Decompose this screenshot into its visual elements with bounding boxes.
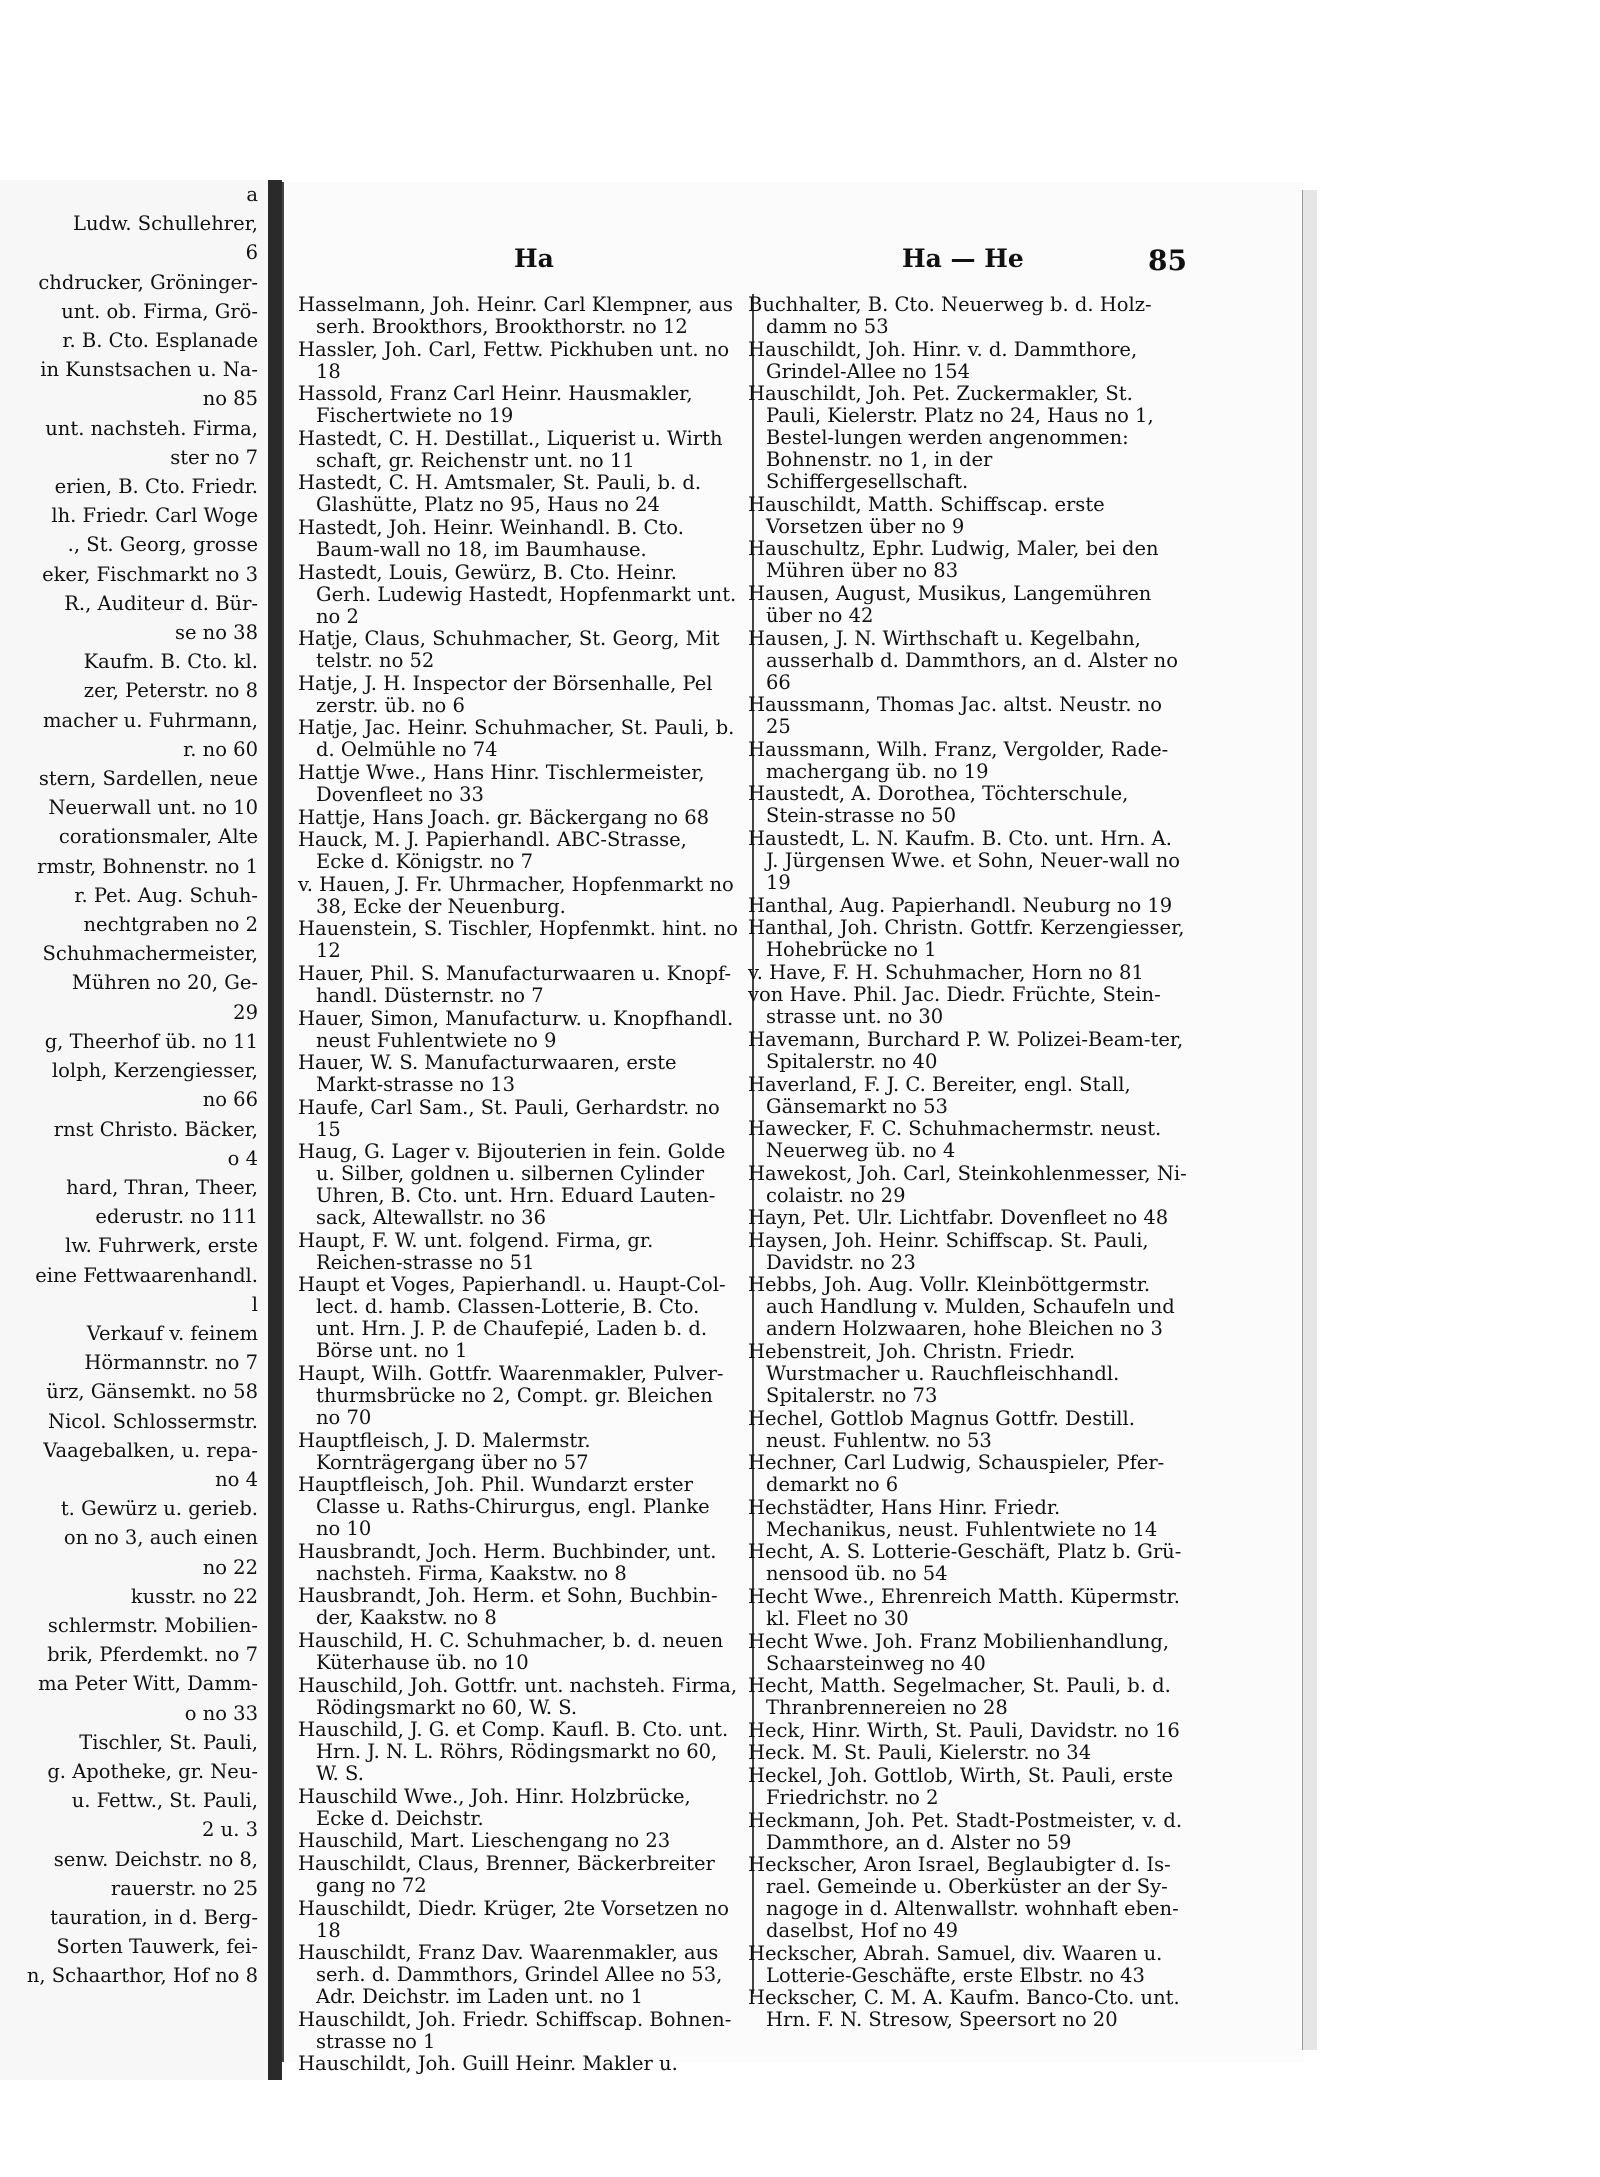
directory-entry: Hatje, Claus, Schuhmacher, St. Georg, Mit telstr. no 52: [298, 627, 720, 673]
left-page-line: rnst Christo. Bäcker,: [53, 1117, 258, 1141]
directory-entry: Hebbs, Joh. Aug. Vollr. Kleinböttgermstr. auch Handlung v. Mulden, Schaufeln und andern Holzwaaren, hohe Bleichen no 3: [748, 1273, 1175, 1341]
directory-entry: Hatje, Jac. Heinr. Schuhmacher, St. Pauli, b. d. Oelmühle no 74: [298, 716, 735, 762]
directory-entry: Hauptfleisch, Joh. Phil. Wundarzt erster Classe u. Raths-Chirurgus, engl. Planke no 10: [298, 1473, 710, 1541]
left-page-line: lolph, Kerzengiesser,: [51, 1059, 258, 1083]
left-page-line: n, Schaarthor, Hof no 8: [26, 1964, 258, 1988]
left-page-line: Vaagebalken, u. repa-: [43, 1438, 258, 1462]
left-page-line: g, Theerhof üb. no 11: [44, 1029, 258, 1053]
left-page-line: unt. nachsteh. Firma,: [45, 416, 258, 440]
left-page-line: ederustr. no 111: [95, 1205, 258, 1229]
left-page-line: Kaufm. B. Cto. kl.: [83, 650, 258, 674]
left-page-line: a: [246, 183, 258, 206]
left-page-line: no 4: [215, 1467, 258, 1491]
left-page-line: Mühren no 20, Ge-: [71, 971, 258, 995]
left-page-line: tauration, in d. Berg-: [50, 1905, 258, 1929]
left-page-line: senw. Deichstr. no 8,: [53, 1847, 258, 1871]
directory-entry: Hanthal, Joh. Christn. Gottfr. Kerzengiesser, Hohebrücke no 1: [748, 916, 1185, 962]
left-page-line: no 85: [202, 387, 258, 411]
directory-entry: Heckscher, C. M. A. Kaufm. Banco-Cto. unt. Hrn. F. N. Stresow, Speersort no 20: [748, 1986, 1180, 2032]
directory-entry: Hauschild, Mart. Lieschengang no 23: [298, 1829, 671, 1853]
left-page-line: R., Auditeur d. Bür-: [64, 591, 258, 615]
left-page-line: unt. ob. Firma, Grö-: [61, 299, 258, 323]
directory-entry: Hauschild, Joh. Gottfr. unt. nachsteh. Firma, Rödingsmarkt no 60, W. S.: [298, 1673, 738, 1719]
directory-entry: Hawekost, Joh. Carl, Steinkohlenmesser, Ni-colaistr. no 29: [748, 1161, 1187, 1207]
directory-entry: Hechner, Carl Ludwig, Schauspieler, Pfer-demarkt no 6: [748, 1451, 1165, 1497]
left-page-line: stern, Sardellen, neue: [38, 767, 258, 791]
directory-entry: Hassold, Franz Carl Heinr. Hausmakler, Fischertwiete no 19: [298, 382, 693, 428]
left-page-line: no 22: [202, 1555, 258, 1579]
directory-entry: Hecht Wwe. Joh. Franz Mobilienhandlung, Schaarsteinweg no 40: [748, 1629, 1170, 1675]
directory-entry: Hanthal, Aug. Papierhandl. Neuburg no 19: [748, 893, 1173, 917]
running-head-right: Ha — He: [902, 244, 1024, 273]
left-page-line: zer, Peterstr. no 8: [83, 679, 258, 703]
directory-entry: Hassler, Joh. Carl, Fettw. Pickhuben unt. no 18: [298, 337, 730, 383]
left-page-line: r. no 60: [183, 737, 258, 761]
directory-entry: Haverland, F. J. C. Bereiter, engl. Stall, Gänsemarkt no 53: [748, 1072, 1131, 1118]
directory-entry: Hauck, M. J. Papierhandl. ABC-Strasse, Ecke d. Königstr. no 7: [298, 828, 687, 874]
page-number: 85: [1148, 244, 1187, 277]
directory-entry: v. Have, F. H. Schuhmacher, Horn no 81: [748, 960, 1144, 984]
directory-entry: Haupt, F. W. unt. folgend. Firma, gr. Reichen-strasse no 51: [298, 1228, 654, 1274]
directory-entry: Haupt et Voges, Papierhandl. u. Haupt-Col-lect. d. hamb. Classen-Lotterie, B. Cto. unt. Hrn. J. P. de Chaufepié, Laden b. d. Börse unt. no 1: [298, 1273, 726, 1363]
directory-entry: Hauschild Wwe., Joh. Hinr. Holzbrücke, Ecke d. Deichstr.: [298, 1784, 691, 1830]
directory-entry: Hastedt, Joh. Heinr. Weinhandl. B. Cto. Baum-wall no 18, im Baumhause.: [298, 515, 684, 561]
directory-entry: Hasselmann, Joh. Heinr. Carl Klempner, aus serh. Brookthors, Brookthorstr. no 12: [298, 293, 733, 338]
left-page-line: 6: [245, 241, 258, 265]
directory-entry: Hattje Wwe., Hans Hinr. Tischlermeister, Dovenfleet no 33: [298, 760, 705, 806]
left-page-line: ürz, Gänsemkt. no 58: [46, 1380, 258, 1404]
left-page-line: u. Fettw., St. Pauli,: [71, 1789, 258, 1813]
directory-column-1: [298, 294, 738, 2076]
left-page-line: o no 33: [184, 1701, 258, 1725]
book-gutter: [268, 180, 282, 2080]
directory-entry: Hauenstein, S. Tischler, Hopfenmkt. hint. no 12: [298, 917, 738, 963]
directory-entry: Hauschild, H. C. Schuhmacher, b. d. neuen Küterhause üb. no 10: [298, 1629, 724, 1675]
directory-entry: Hauschildt, Diedr. Krüger, 2te Vorsetzen no 18: [298, 1896, 729, 1942]
left-page-line: rauerstr. no 25: [110, 1876, 258, 1900]
directory-entry: Hastedt, Louis, Gewürz, B. Cto. Heinr. Gerh. Ludewig Hastedt, Hopfenmarkt unt. no 2: [298, 560, 737, 628]
left-page-line: rmstr, Bohnenstr. no 1: [37, 854, 258, 878]
directory-entry: Hauer, Phil. S. Manufacturwaaren u. Knopf-handl. Düsternstr. no 7: [298, 961, 732, 1007]
left-page-line: nechtgraben no 2: [83, 913, 258, 937]
left-page-line: corationsmaler, Alte: [58, 825, 258, 849]
directory-entry: Hauptfleisch, J. D. Malermstr. Kornträgergang über no 57: [298, 1428, 591, 1474]
running-head-left: Ha: [514, 244, 554, 273]
left-page-line: schlermstr. Mobilien-: [47, 1613, 258, 1637]
directory-entry: Hausen, J. N. Wirthschaft u. Kegelbahn, ausserhalb d. Dammthors, an d. Alster no 66: [748, 626, 1178, 694]
left-page-line: in Kunstsachen u. Na-: [40, 358, 258, 382]
left-page-line: kusstr. no 22: [130, 1584, 258, 1608]
left-page-line: lh. Friedr. Carl Woge: [51, 504, 258, 528]
left-page-line: r. Pet. Aug. Schuh-: [74, 883, 258, 907]
directory-entry: Heckel, Joh. Gottlob, Wirth, St. Pauli, erste Friedrichstr. no 2: [748, 1764, 1174, 1809]
left-page-line: no 66: [202, 1088, 258, 1112]
directory-entry: Haustedt, A. Dorothea, Töchterschule, Stein-strasse no 50: [748, 782, 1129, 828]
left-page-line: eine Fettwaarenhandl.: [35, 1263, 258, 1287]
left-page-line: ., St. Georg, grosse: [67, 533, 258, 557]
directory-entry: v. Hauen, J. Fr. Uhrmacher, Hopfenmarkt no 38, Ecke der Neuenburg.: [298, 872, 734, 918]
left-page-line: r. B. Cto. Esplanade: [62, 329, 258, 353]
directory-entry: Heckscher, Abrah. Samuel, div. Waaren u. Lotterie-Geschäfte, erste Elbstr. no 43: [748, 1941, 1163, 1987]
left-page-line: Tischler, St. Pauli,: [79, 1730, 258, 1754]
left-page-line: erien, B. Cto. Friedr.: [54, 475, 258, 499]
directory-entry: Hauschildt, Claus, Brenner, Bäckerbreiter gang no 72: [298, 1852, 715, 1897]
left-page-line: Sorten Tauwerk, fei-: [56, 1935, 258, 1959]
directory-entry: Haussmann, Wilh. Franz, Vergolder, Rade-machergang üb. no 19: [748, 737, 1169, 783]
directory-entry: Haug, G. Lager v. Bijouterien in fein. Golde u. Silber, goldnen u. silbernen Cylinder Uhren, B. Cto. unt. Hrn. Eduard Lauten-sack, Altewallstr. no 36: [298, 1140, 726, 1230]
left-page-line: ma Peter Witt, Damm-: [38, 1672, 258, 1696]
left-page-line: l: [251, 1292, 258, 1316]
left-page-line: chdrucker, Gröninger-: [38, 270, 258, 294]
page-edge: [1302, 190, 1317, 2050]
directory-entry: Hecht, A. S. Lotterie-Geschäft, Platz b. Grü-nensood üb. no 54: [748, 1540, 1182, 1586]
left-page-line: g. Apotheke, gr. Neu-: [47, 1759, 258, 1783]
left-page-line: Schuhmachermeister,: [42, 942, 258, 966]
directory-entry: Havemann, Burchard P. W. Polizei-Beam-ter, Spitalerstr. no 40: [748, 1027, 1184, 1073]
directory-entry: von Have. Phil. Jac. Diedr. Früchte, Stein-strasse unt. no 30: [748, 983, 1161, 1029]
left-page-line: t. Gewürz u. gerieb.: [60, 1497, 258, 1521]
directory-entry: Hauschild, J. G. et Comp. Kaufl. B. Cto. unt. Hrn. J. N. L. Röhrs, Rödingsmarkt no 60, W. S.: [298, 1718, 729, 1786]
left-page-line: Verkauf v. feinem: [86, 1321, 258, 1345]
directory-entry: Hauschultz, Ephr. Ludwig, Maler, bei den Mühren über no 83: [748, 537, 1159, 583]
left-page-line: macher u. Fuhrmann,: [42, 708, 258, 732]
directory-entry: Hauschildt, Franz Dav. Waarenmakler, aus serh. d. Dammthors, Grindel Allee no 53, Adr. Deichstr. im Laden unt. no 1: [298, 1941, 723, 2009]
left-page-line: se no 38: [174, 621, 258, 645]
left-page-line: eker, Fischmarkt no 3: [42, 562, 258, 586]
directory-entry: Hausbrandt, Joch. Herm. Buchbinder, unt. nachsteh. Firma, Kaakstw. no 8: [298, 1539, 717, 1585]
directory-entry: Haysen, Joh. Heinr. Schiffscap. St. Pauli, Davidstr. no 23: [748, 1228, 1149, 1274]
directory-entry: Hecht, Matth. Segelmacher, St. Pauli, b. d. Thranbrennereien no 28: [748, 1674, 1171, 1720]
directory-entry: Hechstädter, Hans Hinr. Friedr. Mechanikus, neust. Fuhlentwiete no 14: [748, 1495, 1158, 1541]
directory-entry: Hastedt, C. H. Amtsmaler, St. Pauli, b. d. Glashütte, Platz no 95, Haus no 24: [298, 471, 702, 517]
directory-entry: Hauschildt, Joh. Friedr. Schiffscap. Bohnen-strasse no 1: [298, 2007, 732, 2053]
facing-page-left: [0, 180, 271, 2080]
left-page-line: brik, Pferdemkt. no 7: [47, 1643, 258, 1667]
directory-entry: Heckmann, Joh. Pet. Stadt-Postmeister, v. d. Dammthore, an d. Alster no 59: [748, 1808, 1183, 1854]
directory-entry: Hecht Wwe., Ehrenreich Matth. Küpermstr. kl. Fleet no 30: [748, 1585, 1180, 1631]
left-page-line: hard, Thran, Theer,: [66, 1175, 258, 1199]
left-page-line: Hörmannstr. no 7: [84, 1351, 258, 1375]
directory-entry: Hechel, Gottlob Magnus Gottfr. Destill. neust. Fuhlentw. no 53: [748, 1406, 1135, 1452]
left-page-line: 29: [233, 1000, 258, 1024]
left-page-line: lw. Fuhrwerk, erste: [65, 1234, 258, 1258]
directory-entry: Hebenstreit, Joh. Christn. Friedr. Wurstmacher u. Rauchfleischhandl. Spitalerstr. no 73: [748, 1340, 1120, 1408]
directory-column-2: [748, 294, 1188, 2032]
directory-entry: Heck, Hinr. Wirth, St. Pauli, Davidstr. no 16: [748, 1718, 1180, 1742]
directory-entry: Hauer, Simon, Manufacturw. u. Knopfhandl. neust Fuhlentwiete no 9: [298, 1006, 734, 1052]
directory-entry: Hauer, W. S. Manufacturwaaren, erste Markt-strasse no 13: [298, 1051, 677, 1097]
directory-entry: Hatje, J. H. Inspector der Börsenhalle, Pel zerstr. üb. no 6: [298, 671, 713, 717]
left-page-line: Nicol. Schlossermstr.: [48, 1409, 258, 1433]
directory-entry: Hattje, Hans Joach. gr. Bäckergang no 68: [298, 805, 710, 829]
left-page-line: 2 u. 3: [202, 1818, 258, 1842]
directory-entry: Hauschildt, Joh. Hinr. v. d. Dammthore, Grindel-Allee no 154: [748, 337, 1138, 383]
directory-entry: Hastedt, C. H. Destillat., Liquerist u. Wirth schaft, gr. Reichenstr unt. no 11: [298, 426, 723, 472]
left-page-line: Neuerwall unt. no 10: [48, 796, 258, 820]
directory-entry: Hayn, Pet. Ulr. Lichtfabr. Dovenfleet no 48: [748, 1206, 1169, 1230]
directory-entry: Heckscher, Aron Israel, Beglaubigter d. Is-rael. Gemeinde u. Oberküster an der Sy-nagoge in d. Altenwallstr. wohnhaft eben-daselbst, Hof no 49: [748, 1853, 1179, 1943]
directory-entry: Heck. M. St. Pauli, Kielerstr. no 34: [748, 1741, 1092, 1765]
directory-entry: Haufe, Carl Sam., St. Pauli, Gerhardstr. no 15: [298, 1095, 720, 1141]
directory-entry: Haustedt, L. N. Kaufm. B. Cto. unt. Hrn. A. J. Jürgensen Wwe. et Sohn, Neuer-wall no 19: [748, 826, 1181, 894]
directory-entry: Hauschildt, Joh. Pet. Zuckermakler, St. Pauli, Kielerstr. Platz no 24, Haus no 1, Bestel-lungen werden angenommen: Bohnenstr. no 1, in der Schiffergesellschaft.: [748, 382, 1154, 494]
directory-entry: Haussmann, Thomas Jac. altst. Neustr. no 25: [748, 693, 1163, 739]
left-page-line: Ludw. Schullehrer,: [73, 212, 258, 236]
left-page-line: ster no 7: [170, 445, 258, 469]
directory-entry: Hawecker, F. C. Schuhmachermstr. neust. Neuerweg üb. no 4: [748, 1117, 1162, 1163]
directory-entry: Hausen, August, Musikus, Langemühren über no 42: [748, 581, 1152, 627]
directory-entry: Buchhalter, B. Cto. Neuerweg b. d. Holz-damm no 53: [748, 293, 1152, 338]
directory-entry: Haupt, Wilh. Gottfr. Waarenmakler, Pulver-thurmsbrücke no 2, Compt. gr. Bleichen no 70: [298, 1362, 724, 1430]
left-page-line: o 4: [227, 1146, 258, 1170]
left-page-line: on no 3, auch einen: [63, 1526, 258, 1550]
directory-entry: Hauschildt, Joh. Guill Heinr. Makler u.: [298, 2052, 678, 2076]
directory-entry: Hausbrandt, Joh. Herm. et Sohn, Buchbin-der, Kaakstw. no 8: [298, 1584, 718, 1630]
directory-entry: Hauschildt, Matth. Schiffscap. erste Vorsetzen über no 9: [748, 492, 1105, 538]
